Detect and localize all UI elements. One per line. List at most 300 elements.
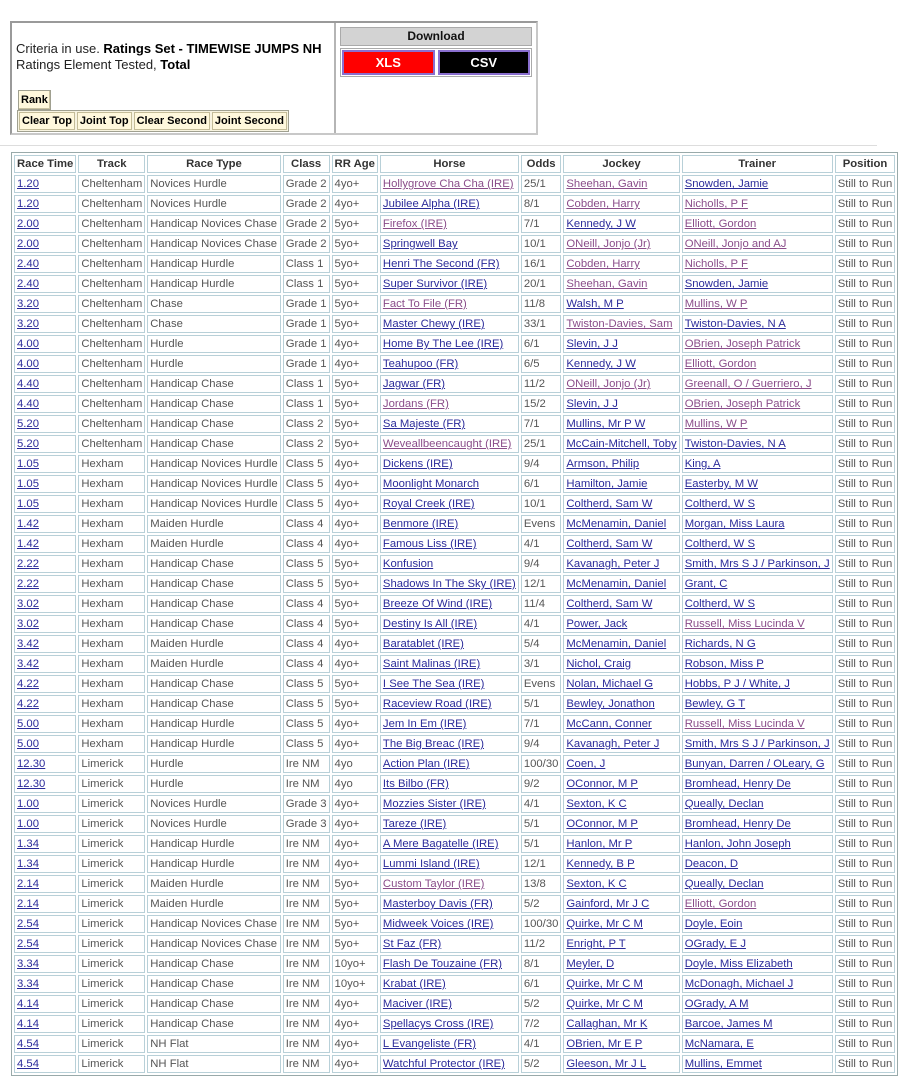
race-time-link[interactable]: 2.22: [17, 578, 39, 590]
race-time-link[interactable]: 1.00: [17, 798, 39, 810]
jockey-cell: [563, 755, 679, 773]
position-cell: Still to Run: [835, 175, 896, 193]
jockey-link[interactable]: Bewley, Jonathon: [566, 698, 655, 710]
trainer-cell: [682, 415, 833, 433]
race-time-link[interactable]: 12.30: [17, 758, 46, 770]
trainer-link[interactable]: Queally, Declan: [684, 798, 764, 810]
jockey-link[interactable]: Kavanagh, Peter J: [566, 558, 660, 570]
trainer-link[interactable]: Russell, Miss Lucinda V: [684, 718, 805, 730]
xls-download-button[interactable]: XLS: [342, 50, 435, 75]
clear-second-button[interactable]: Clear Second: [134, 112, 210, 130]
race-type-cell: Novices Hurdle: [147, 815, 280, 833]
horse-link[interactable]: Raceview Road (IRE): [382, 698, 492, 710]
trainer-cell: [682, 195, 833, 213]
horse-link[interactable]: Benmore (IRE): [382, 518, 459, 530]
class-cell: Grade 2: [283, 235, 330, 253]
class-cell: Grade 2: [283, 195, 330, 213]
jockey-link[interactable]: Quirke, Mr C M: [566, 918, 643, 930]
horse-link[interactable]: Saint Malinas (IRE): [382, 658, 481, 670]
time-cell: [14, 715, 76, 733]
horse-link[interactable]: Custom Taylor (IRE): [382, 878, 485, 890]
jockey-link[interactable]: Cobden, Harry: [566, 198, 640, 210]
horse-link[interactable]: Action Plan (IRE): [382, 758, 470, 770]
jockey-link[interactable]: McMenamin, Daniel: [566, 518, 667, 530]
race-time-link[interactable]: 2.40: [17, 258, 39, 270]
trainer-link[interactable]: Coltherd, W S: [684, 538, 756, 550]
class-cell: Grade 1: [283, 335, 330, 353]
jockey-link[interactable]: Kennedy, J W: [566, 358, 636, 370]
odds-cell: 9/4: [521, 555, 562, 573]
race-time-link[interactable]: 1.42: [17, 538, 39, 550]
race-time-link[interactable]: 4.22: [17, 698, 39, 710]
race-time-link[interactable]: 1.05: [17, 478, 39, 490]
trainer-link[interactable]: Doyle, Miss Elizabeth: [684, 958, 793, 970]
race-time-link[interactable]: 4.54: [17, 1038, 39, 1050]
header-class: Class: [283, 155, 330, 173]
jockey-link[interactable]: Coltherd, Sam W: [566, 538, 653, 550]
trainer-link[interactable]: Mullins, Emmet: [684, 1058, 762, 1070]
odds-cell: 7/2: [521, 1015, 562, 1033]
race-time-link[interactable]: 3.42: [17, 658, 39, 670]
trainer-cell: [682, 635, 833, 653]
trainer-link[interactable]: Morgan, Miss Laura: [684, 518, 785, 530]
trainer-link[interactable]: Bunyan, Darren / OLeary, G: [684, 758, 825, 770]
jockey-link[interactable]: Kavanagh, Peter J: [566, 738, 660, 750]
trainer-link[interactable]: Hobbs, P J / White, J: [684, 678, 790, 690]
horse-cell: [380, 895, 519, 913]
download-title: Download: [340, 27, 532, 46]
trainer-link[interactable]: Nicholls, P F: [684, 198, 748, 210]
position-cell: Still to Run: [835, 375, 896, 393]
jockey-link[interactable]: McMenamin, Daniel: [566, 638, 667, 650]
position-cell: Still to Run: [835, 695, 896, 713]
race-type-cell: Hurdle: [147, 335, 280, 353]
trainer-link[interactable]: Easterby, M W: [684, 478, 758, 490]
jockey-link[interactable]: OBrien, Mr E P: [566, 1038, 643, 1050]
horse-link[interactable]: Destiny Is All (IRE): [382, 618, 478, 630]
horse-link[interactable]: Super Survivor (IRE): [382, 278, 488, 290]
position-cell: Still to Run: [835, 935, 896, 953]
class-cell: Class 5: [283, 715, 330, 733]
trainer-link[interactable]: OGrady, E J: [684, 938, 746, 950]
horse-link[interactable]: Tareze (IRE): [382, 818, 447, 830]
jockey-link[interactable]: Gleeson, Mr J L: [566, 1058, 647, 1070]
horse-link[interactable]: Hollygrove Cha Cha (IRE): [382, 178, 514, 190]
race-time-link[interactable]: 1.20: [17, 178, 39, 190]
joint-top-button[interactable]: Joint Top: [77, 112, 132, 130]
position-cell: Still to Run: [835, 835, 896, 853]
race-time-link[interactable]: 2.00: [17, 238, 39, 250]
horse-link[interactable]: Firefox (IRE): [382, 218, 447, 230]
track-cell: Hexham: [78, 495, 145, 513]
race-time-link[interactable]: 3.20: [17, 298, 39, 310]
race-time-link[interactable]: 1.05: [17, 458, 39, 470]
trainer-link[interactable]: Mullins, W P: [684, 298, 748, 310]
horse-cell: [380, 1015, 519, 1033]
trainer-cell: [682, 595, 833, 613]
position-cell: Still to Run: [835, 215, 896, 233]
clear-top-button[interactable]: Clear Top: [19, 112, 75, 130]
trainer-link[interactable]: Snowden, Jamie: [684, 178, 769, 190]
race-time-link[interactable]: 4.00: [17, 338, 39, 350]
class-cell: Ire NM: [283, 755, 330, 773]
race-time-link[interactable]: 5.00: [17, 738, 39, 750]
horse-cell: [380, 755, 519, 773]
jockey-link[interactable]: Twiston-Davies, Sam: [566, 318, 673, 330]
track-cell: Cheltenham: [78, 255, 145, 273]
trainer-cell: [682, 535, 833, 553]
trainer-link[interactable]: Hanlon, John Joseph: [684, 838, 791, 850]
jockey-link[interactable]: Hamilton, Jamie: [566, 478, 648, 490]
race-type-cell: Handicap Chase: [147, 615, 280, 633]
track-cell: Hexham: [78, 735, 145, 753]
race-time-link[interactable]: 2.00: [17, 218, 39, 230]
jockey-link[interactable]: Gainford, Mr J C: [566, 898, 650, 910]
race-time-link[interactable]: 3.02: [17, 618, 39, 630]
ratings-set: Ratings Set - TIMEWISE JUMPS NH: [103, 41, 322, 56]
jockey-cell: [563, 295, 679, 313]
horse-link[interactable]: I See The Sea (IRE): [382, 678, 485, 690]
class-cell: Class 5: [283, 675, 330, 693]
jockey-link[interactable]: Walsh, M P: [566, 298, 624, 310]
jockey-link[interactable]: Slevin, J J: [566, 398, 618, 410]
race-type-cell: Handicap Hurdle: [147, 835, 280, 853]
horse-cell: [380, 915, 519, 933]
position-cell: Still to Run: [835, 455, 896, 473]
race-time-link[interactable]: 4.14: [17, 1018, 39, 1030]
jockey-link[interactable]: ONeill, Jonjo (Jr): [566, 238, 651, 250]
trainer-link[interactable]: Grant, C: [684, 578, 728, 590]
track-cell: Limerick: [78, 955, 145, 973]
horse-cell: [380, 995, 519, 1013]
jockey-cell: [563, 835, 679, 853]
jockey-cell: [563, 175, 679, 193]
horse-link[interactable]: Dickens (IRE): [382, 458, 453, 470]
table-row: [14, 375, 895, 393]
trainer-link[interactable]: King, A: [684, 458, 721, 470]
trainer-link[interactable]: Elliott, Gordon: [684, 218, 757, 230]
table-row: [14, 215, 895, 233]
class-cell: Class 2: [283, 415, 330, 433]
race-time-link[interactable]: 1.00: [17, 818, 39, 830]
table-row: [14, 575, 895, 593]
jockey-link[interactable]: Nichol, Craig: [566, 658, 632, 670]
trainer-link[interactable]: Snowden, Jamie: [684, 278, 769, 290]
csv-download-button[interactable]: CSV: [438, 50, 531, 75]
trainer-link[interactable]: OBrien, Joseph Patrick: [684, 338, 801, 350]
horse-cell: [380, 295, 519, 313]
trainer-link[interactable]: ONeill, Jonjo and AJ: [684, 238, 787, 250]
horse-link[interactable]: L Evangeliste (FR): [382, 1038, 477, 1050]
race-time-link[interactable]: 4.14: [17, 998, 39, 1010]
trainer-cell: [682, 315, 833, 333]
race-time-link[interactable]: 2.40: [17, 278, 39, 290]
trainer-link[interactable]: Smith, Mrs S J / Parkinson, J: [684, 558, 830, 570]
race-time-link[interactable]: 3.34: [17, 958, 39, 970]
horse-link[interactable]: Jubilee Alpha (IRE): [382, 198, 480, 210]
trainer-cell: [682, 875, 833, 893]
race-type-cell: Maiden Hurdle: [147, 535, 280, 553]
horse-link[interactable]: Springwell Bay: [382, 238, 458, 250]
time-cell: [14, 355, 76, 373]
horse-link[interactable]: Teahupoo (FR): [382, 358, 459, 370]
trainer-cell: [682, 675, 833, 693]
trainer-cell: [682, 375, 833, 393]
jockey-link[interactable]: Meyler, D: [566, 958, 615, 970]
race-time-link[interactable]: 5.00: [17, 718, 39, 730]
rr-age-cell: 4yo+: [332, 455, 378, 473]
horse-link[interactable]: Famous Liss (IRE): [382, 538, 477, 550]
trainer-link[interactable]: Bewley, G T: [684, 698, 746, 710]
class-cell: Class 5: [283, 735, 330, 753]
trainer-link[interactable]: Twiston-Davies, N A: [684, 438, 786, 450]
jockey-link[interactable]: McCann, Conner: [566, 718, 652, 730]
trainer-link[interactable]: Elliott, Gordon: [684, 358, 757, 370]
horse-link[interactable]: Fact To File (FR): [382, 298, 467, 310]
horse-link[interactable]: Krabat (IRE): [382, 978, 446, 990]
horse-link[interactable]: Shadows In The Sky (IRE): [382, 578, 516, 590]
horse-link[interactable]: Sa Majeste (FR): [382, 418, 466, 430]
horse-link[interactable]: Konfusion: [382, 558, 434, 570]
rr-age-cell: 4yo+: [332, 1055, 378, 1073]
race-time-link[interactable]: 4.40: [17, 378, 39, 390]
jockey-link[interactable]: Mullins, Mr P W: [566, 418, 646, 430]
race-time-link[interactable]: 12.30: [17, 778, 46, 790]
table-row: [14, 475, 895, 493]
trainer-link[interactable]: Elliott, Gordon: [684, 898, 757, 910]
race-time-link[interactable]: 2.22: [17, 558, 39, 570]
odds-cell: 5/2: [521, 895, 562, 913]
race-time-link[interactable]: 1.34: [17, 838, 39, 850]
class-cell: Class 4: [283, 515, 330, 533]
position-cell: Still to Run: [835, 655, 896, 673]
time-cell: [14, 555, 76, 573]
time-cell: [14, 655, 76, 673]
horse-link[interactable]: Moonlight Monarch: [382, 478, 479, 490]
jockey-cell: [563, 635, 679, 653]
jockey-link[interactable]: Sheehan, Gavin: [566, 278, 648, 290]
jockey-link[interactable]: Coen, J: [566, 758, 606, 770]
horse-link[interactable]: Its Bilbo (FR): [382, 778, 449, 790]
horse-link[interactable]: Midweek Voices (IRE): [382, 918, 494, 930]
horse-link[interactable]: Henri The Second (FR): [382, 258, 500, 270]
rr-age-cell: 4yo+: [332, 475, 378, 493]
jockey-link[interactable]: OConnor, M P: [566, 778, 638, 790]
track-cell: Cheltenham: [78, 415, 145, 433]
race-time-link[interactable]: 4.54: [17, 1058, 39, 1070]
horse-link[interactable]: Lummi Island (IRE): [382, 858, 480, 870]
odds-cell: 3/1: [521, 655, 562, 673]
horse-link[interactable]: Watchful Protector (IRE): [382, 1058, 505, 1070]
jockey-link[interactable]: Sexton, K C: [566, 798, 627, 810]
rank-button[interactable]: Rank: [18, 90, 51, 110]
horse-link[interactable]: Baratablet (IRE): [382, 638, 464, 650]
race-time-link[interactable]: 1.20: [17, 198, 39, 210]
horse-cell: [380, 455, 519, 473]
horse-link[interactable]: Masterboy Davis (FR): [382, 898, 493, 910]
jockey-link[interactable]: Sexton, K C: [566, 878, 627, 890]
trainer-link[interactable]: Bromhead, Henry De: [684, 778, 791, 790]
table-row: [14, 255, 895, 273]
horse-link[interactable]: The Big Breac (IRE): [382, 738, 484, 750]
jockey-link[interactable]: Sheehan, Gavin: [566, 178, 648, 190]
race-time-link[interactable]: 1.05: [17, 498, 39, 510]
horse-link[interactable]: Master Chewy (IRE): [382, 318, 485, 330]
horse-link[interactable]: Weveallbeencaught (IRE): [382, 438, 512, 450]
race-time-link[interactable]: 5.20: [17, 418, 39, 430]
trainer-link[interactable]: Russell, Miss Lucinda V: [684, 618, 805, 630]
jockey-link[interactable]: Power, Jack: [566, 618, 628, 630]
trainer-link[interactable]: Doyle, Eoin: [684, 918, 743, 930]
horse-link[interactable]: Spellacys Cross (IRE): [382, 1018, 494, 1030]
jockey-cell: [563, 395, 679, 413]
jockey-link[interactable]: McMenamin, Daniel: [566, 578, 667, 590]
horse-cell: [380, 435, 519, 453]
class-cell: Grade 1: [283, 295, 330, 313]
jockey-link[interactable]: Cobden, Harry: [566, 258, 640, 270]
table-row: [14, 335, 895, 353]
time-cell: [14, 215, 76, 233]
trainer-link[interactable]: Coltherd, W S: [684, 598, 756, 610]
jockey-link[interactable]: Quirke, Mr C M: [566, 998, 643, 1010]
race-time-link[interactable]: 2.14: [17, 898, 39, 910]
jockey-cell: [563, 775, 679, 793]
position-cell: Still to Run: [835, 495, 896, 513]
trainer-link[interactable]: Barcoe, James M: [684, 1018, 773, 1030]
trainer-link[interactable]: McDonagh, Michael J: [684, 978, 794, 990]
race-type-cell: Maiden Hurdle: [147, 515, 280, 533]
odds-cell: 5/2: [521, 1055, 562, 1073]
horse-cell: [380, 975, 519, 993]
horse-link[interactable]: Jordans (FR): [382, 398, 449, 410]
jockey-link[interactable]: Slevin, J J: [566, 338, 618, 350]
track-cell: Limerick: [78, 815, 145, 833]
jockey-link[interactable]: Hanlon, Mr P: [566, 838, 633, 850]
race-time-link[interactable]: 4.22: [17, 678, 39, 690]
table-row: [14, 1055, 895, 1073]
jockey-link[interactable]: Coltherd, Sam W: [566, 598, 653, 610]
jockey-link[interactable]: Kennedy, B P: [566, 858, 635, 870]
horse-link[interactable]: A Mere Bagatelle (IRE): [382, 838, 499, 850]
jockey-link[interactable]: Enright, P T: [566, 938, 626, 950]
horse-link[interactable]: Jem In Em (IRE): [382, 718, 467, 730]
track-cell: Cheltenham: [78, 175, 145, 193]
horse-link[interactable]: Mozzies Sister (IRE): [382, 798, 486, 810]
table-row: [14, 615, 895, 633]
race-time-link[interactable]: 4.00: [17, 358, 39, 370]
jockey-link[interactable]: Kennedy, J W: [566, 218, 636, 230]
table-row: [14, 735, 895, 753]
trainer-link[interactable]: OBrien, Joseph Patrick: [684, 398, 801, 410]
trainer-link[interactable]: Queally, Declan: [684, 878, 764, 890]
rr-age-cell: 4yo+: [332, 195, 378, 213]
race-time-link[interactable]: 5.20: [17, 438, 39, 450]
trainer-link[interactable]: Richards, N G: [684, 638, 756, 650]
trainer-link[interactable]: OGrady, A M: [684, 998, 749, 1010]
rr-age-cell: 10yo+: [332, 955, 378, 973]
horse-cell: [380, 875, 519, 893]
race-time-link[interactable]: 3.20: [17, 318, 39, 330]
race-time-link[interactable]: 1.34: [17, 858, 39, 870]
jockey-link[interactable]: Quirke, Mr C M: [566, 978, 643, 990]
joint-second-button[interactable]: Joint Second: [212, 112, 287, 130]
jockey-link[interactable]: OConnor, M P: [566, 818, 638, 830]
position-cell: Still to Run: [835, 535, 896, 553]
race-time-link[interactable]: 4.40: [17, 398, 39, 410]
rr-age-cell: 4yo+: [332, 655, 378, 673]
rr-age-cell: 5yo+: [332, 595, 378, 613]
track-cell: Limerick: [78, 1055, 145, 1073]
class-cell: Ire NM: [283, 835, 330, 853]
position-cell: Still to Run: [835, 275, 896, 293]
trainer-link[interactable]: Smith, Mrs S J / Parkinson, J: [684, 738, 830, 750]
header-position: Position: [835, 155, 896, 173]
class-cell: Class 4: [283, 615, 330, 633]
trainer-link[interactable]: Mullins, W P: [684, 418, 748, 430]
trainer-link[interactable]: Greenall, O / Guerriero, J: [684, 378, 812, 390]
horse-cell: [380, 275, 519, 293]
rr-age-cell: 5yo+: [332, 415, 378, 433]
jockey-link[interactable]: ONeill, Jonjo (Jr): [566, 378, 651, 390]
track-cell: Limerick: [78, 775, 145, 793]
table-row: [14, 855, 895, 873]
horse-link[interactable]: St Faz (FR): [382, 938, 442, 950]
horse-link[interactable]: Home By The Lee (IRE): [382, 338, 504, 350]
trainer-link[interactable]: Twiston-Davies, N A: [684, 318, 786, 330]
trainer-link[interactable]: Bromhead, Henry De: [684, 818, 791, 830]
rr-age-cell: 5yo+: [332, 875, 378, 893]
trainer-link[interactable]: McNamara, E: [684, 1038, 754, 1050]
odds-cell: 12/1: [521, 575, 562, 593]
race-type-cell: Handicap Hurdle: [147, 735, 280, 753]
rr-age-cell: 5yo+: [332, 295, 378, 313]
jockey-link[interactable]: Nolan, Michael G: [566, 678, 654, 690]
jockey-link[interactable]: Callaghan, Mr K: [566, 1018, 648, 1030]
time-cell: [14, 255, 76, 273]
race-time-link[interactable]: 1.42: [17, 518, 39, 530]
trainer-link[interactable]: Deacon, D: [684, 858, 739, 870]
horse-cell: [380, 475, 519, 493]
horse-link[interactable]: Royal Creek (IRE): [382, 498, 475, 510]
jockey-link[interactable]: Armson, Philip: [566, 458, 640, 470]
trainer-cell: [682, 995, 833, 1013]
race-time-link[interactable]: 3.34: [17, 978, 39, 990]
rr-age-cell: 5yo+: [332, 315, 378, 333]
race-time-link[interactable]: 3.42: [17, 638, 39, 650]
race-type-cell: Handicap Chase: [147, 675, 280, 693]
trainer-cell: [682, 1055, 833, 1073]
jockey-link[interactable]: McCain-Mitchell, Toby: [566, 438, 677, 450]
class-cell: Grade 3: [283, 815, 330, 833]
trainer-cell: [682, 515, 833, 533]
trainer-link[interactable]: Nicholls, P F: [684, 258, 748, 270]
jockey-cell: [563, 195, 679, 213]
race-type-cell: Maiden Hurdle: [147, 875, 280, 893]
race-time-link[interactable]: 3.02: [17, 598, 39, 610]
position-cell: Still to Run: [835, 435, 896, 453]
horse-link[interactable]: Maciver (IRE): [382, 998, 452, 1010]
trainer-link[interactable]: Coltherd, W S: [684, 498, 756, 510]
position-cell: Still to Run: [835, 995, 896, 1013]
jockey-link[interactable]: Coltherd, Sam W: [566, 498, 653, 510]
race-time-link[interactable]: 2.54: [17, 918, 39, 930]
horse-link[interactable]: Flash De Touzaine (FR): [382, 958, 503, 970]
horse-link[interactable]: Jagwar (FR): [382, 378, 446, 390]
race-time-link[interactable]: 2.54: [17, 938, 39, 950]
race-time-link[interactable]: 2.14: [17, 878, 39, 890]
trainer-link[interactable]: Robson, Miss P: [684, 658, 764, 670]
horse-link[interactable]: Breeze Of Wind (IRE): [382, 598, 493, 610]
